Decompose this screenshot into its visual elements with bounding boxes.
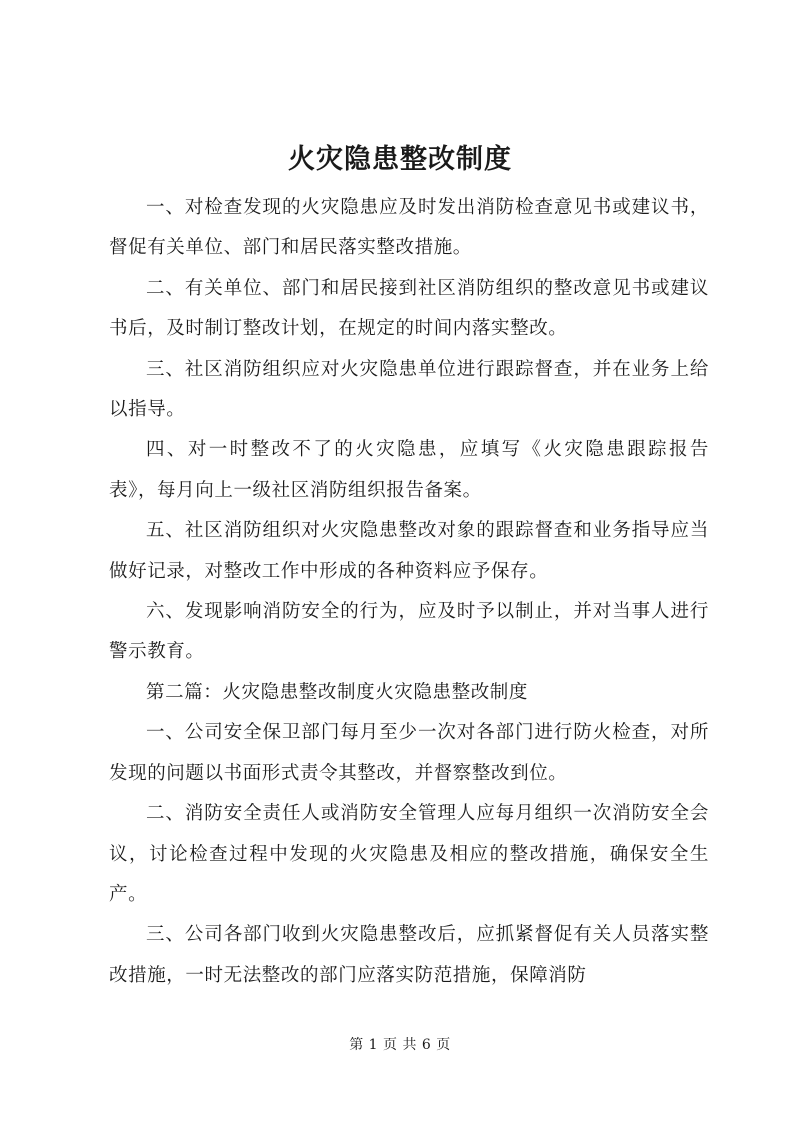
page-number-footer: 第 1 页 共 6 页 [349,1037,451,1053]
paragraph-8: 二、消防安全责任人或消防安全管理人应每月组织一次消防安全会议，讨论检查过程中发现的火灾隐患及相应的整改措施，确保安全生产。 [109,803,709,905]
paragraph-5: 五、社区消防组织对火灾隐患整改对象的跟踪督查和业务指导应当做好记录，对整改工作中形成的各种资料应予保存。 [109,520,709,582]
section-heading-part-two: 第二篇：火灾隐患整改制度火灾隐患整改制度 [146,681,529,703]
paragraph-7: 一、公司安全保卫部门每月至少一次对各部门进行防火检查，对所发现的问题以书面形式责令其整改，并督察整改到位。 [109,722,709,784]
document-body [109,188,709,996]
paragraph-4: 四、对一时整改不了的火灾隐患，应填写《火灾隐患跟踪报告表》，每月向上一级社区消防组织报告备案。 [109,439,709,501]
paragraph-6: 六、发现影响消防安全的行为，应及时予以制止，并对当事人进行警示教育。 [109,601,709,663]
paragraph-9: 三、公司各部门收到火灾隐患整改后，应抓紧督促有关人员落实整改措施，一时无法整改的部门应落实防范措施，保障消防 [109,924,709,986]
paragraph-2: 二、有关单位、部门和居民接到社区消防组织的整改意见书或建议书后，及时制订整改计划，在规定的时间内落实整改。 [109,277,709,340]
paragraph-1: 一、对检查发现的火灾隐患应及时发出消防检查意见书或建议书，督促有关单位、部门和居民落实整改措施。 [109,197,709,259]
paragraph-3: 三、社区消防组织应对火灾隐患单位进行跟踪督查，并在业务上给以指导。 [109,358,709,421]
document-title: 火灾隐患整改制度 [288,144,512,175]
